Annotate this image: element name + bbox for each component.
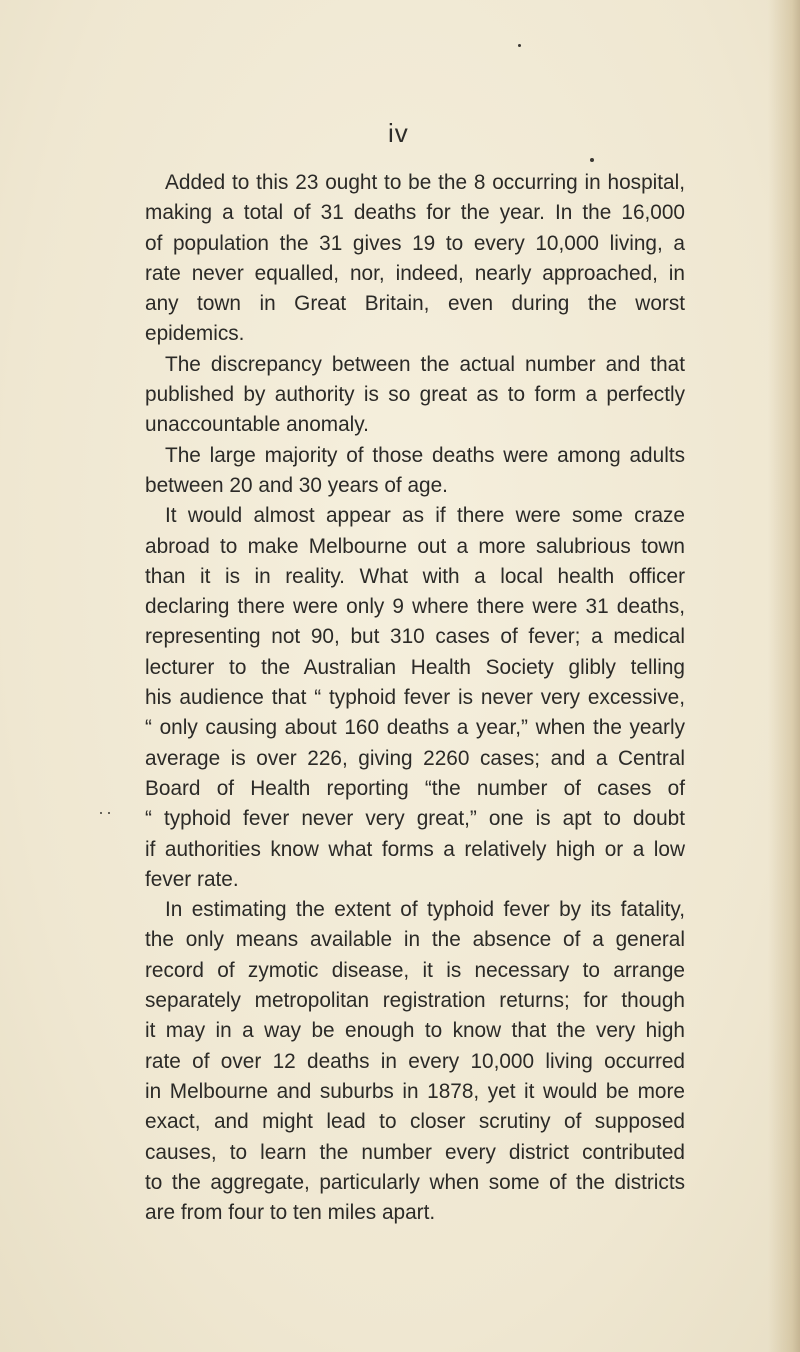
text-line: if authorities know what forms a relatively high or a low: [145, 837, 685, 861]
text-line: rate never equalled, nor, indeed, nearly approached, in: [145, 261, 685, 285]
ink-speck: [108, 812, 110, 814]
page-number: iv: [388, 118, 409, 148]
text-line: of population the 31 gives 19 to every 10,000 living, a: [145, 231, 685, 255]
text-line: In estimating the extent of typhoid fever by its fatality,: [165, 898, 685, 922]
text-line: to the aggregate, particularly when some of the districts: [145, 1170, 685, 1194]
text-line: unaccountable anomaly.: [145, 413, 369, 437]
text-line: between 20 and 30 years of age.: [145, 473, 448, 497]
text-line: It would almost appear as if there were some craze: [165, 504, 685, 528]
text-line: than it is in reality. What with a local health officer: [145, 564, 685, 588]
text-line: abroad to make Melbourne out a more salubrious town: [145, 534, 685, 558]
ink-speck: [590, 158, 594, 162]
text-line: epidemics.: [145, 322, 245, 346]
text-line: representing not 90, but 310 cases of fever; a medical: [145, 625, 685, 649]
ink-speck: [518, 44, 521, 47]
text-line: rate of over 12 deaths in every 10,000 living occurred: [145, 1049, 685, 1073]
text-line: the only means available in the absence of a general: [145, 928, 685, 952]
text-line: declaring there were only 9 where there were 31 deaths,: [145, 595, 685, 619]
text-line: published by authority is so great as to form a perfectly: [145, 383, 685, 407]
text-line: record of zymotic disease, it is necessary to arrange: [145, 958, 685, 982]
text-line: his audience that “ typhoid fever is never very excessive,: [145, 686, 685, 710]
text-line: exact, and might lead to closer scrutiny of supposed: [145, 1110, 685, 1134]
text-line: lecturer to the Australian Health Society glibly telling: [145, 655, 685, 679]
ink-speck: [100, 812, 102, 814]
text-line: making a total of 31 deaths for the year. In the 16,000: [145, 201, 685, 225]
text-line: Added to this 23 ought to be the 8 occurring in hospital,: [165, 171, 685, 194]
text-line: “ typhoid fever never very great,” one is apt to doubt: [145, 807, 685, 831]
text-line: separately metropolitan registration returns; for though: [145, 989, 685, 1013]
text-line: in Melbourne and suburbs in 1878, yet it would be more: [145, 1079, 685, 1103]
text-line: causes, to learn the number every district contributed: [145, 1140, 685, 1164]
text-line: any town in Great Britain, even during the worst: [145, 292, 685, 316]
text-line: The large majority of those deaths were among adults: [165, 443, 685, 467]
text-line: The discrepancy between the actual number and that: [165, 352, 685, 376]
text-line: it may in a way be enough to know that the very high: [145, 1019, 685, 1043]
text-line: average is over 226, giving 2260 cases; and a Central: [145, 746, 685, 770]
body-text: [145, 168, 685, 1228]
text-line: “ only causing about 160 deaths a year,” when the yearly: [145, 716, 685, 740]
text-line: Board of Health reporting “the number of cases of: [145, 776, 685, 800]
text-line: are from four to ten miles apart.: [145, 1201, 436, 1225]
text-line: fever rate.: [145, 867, 239, 891]
